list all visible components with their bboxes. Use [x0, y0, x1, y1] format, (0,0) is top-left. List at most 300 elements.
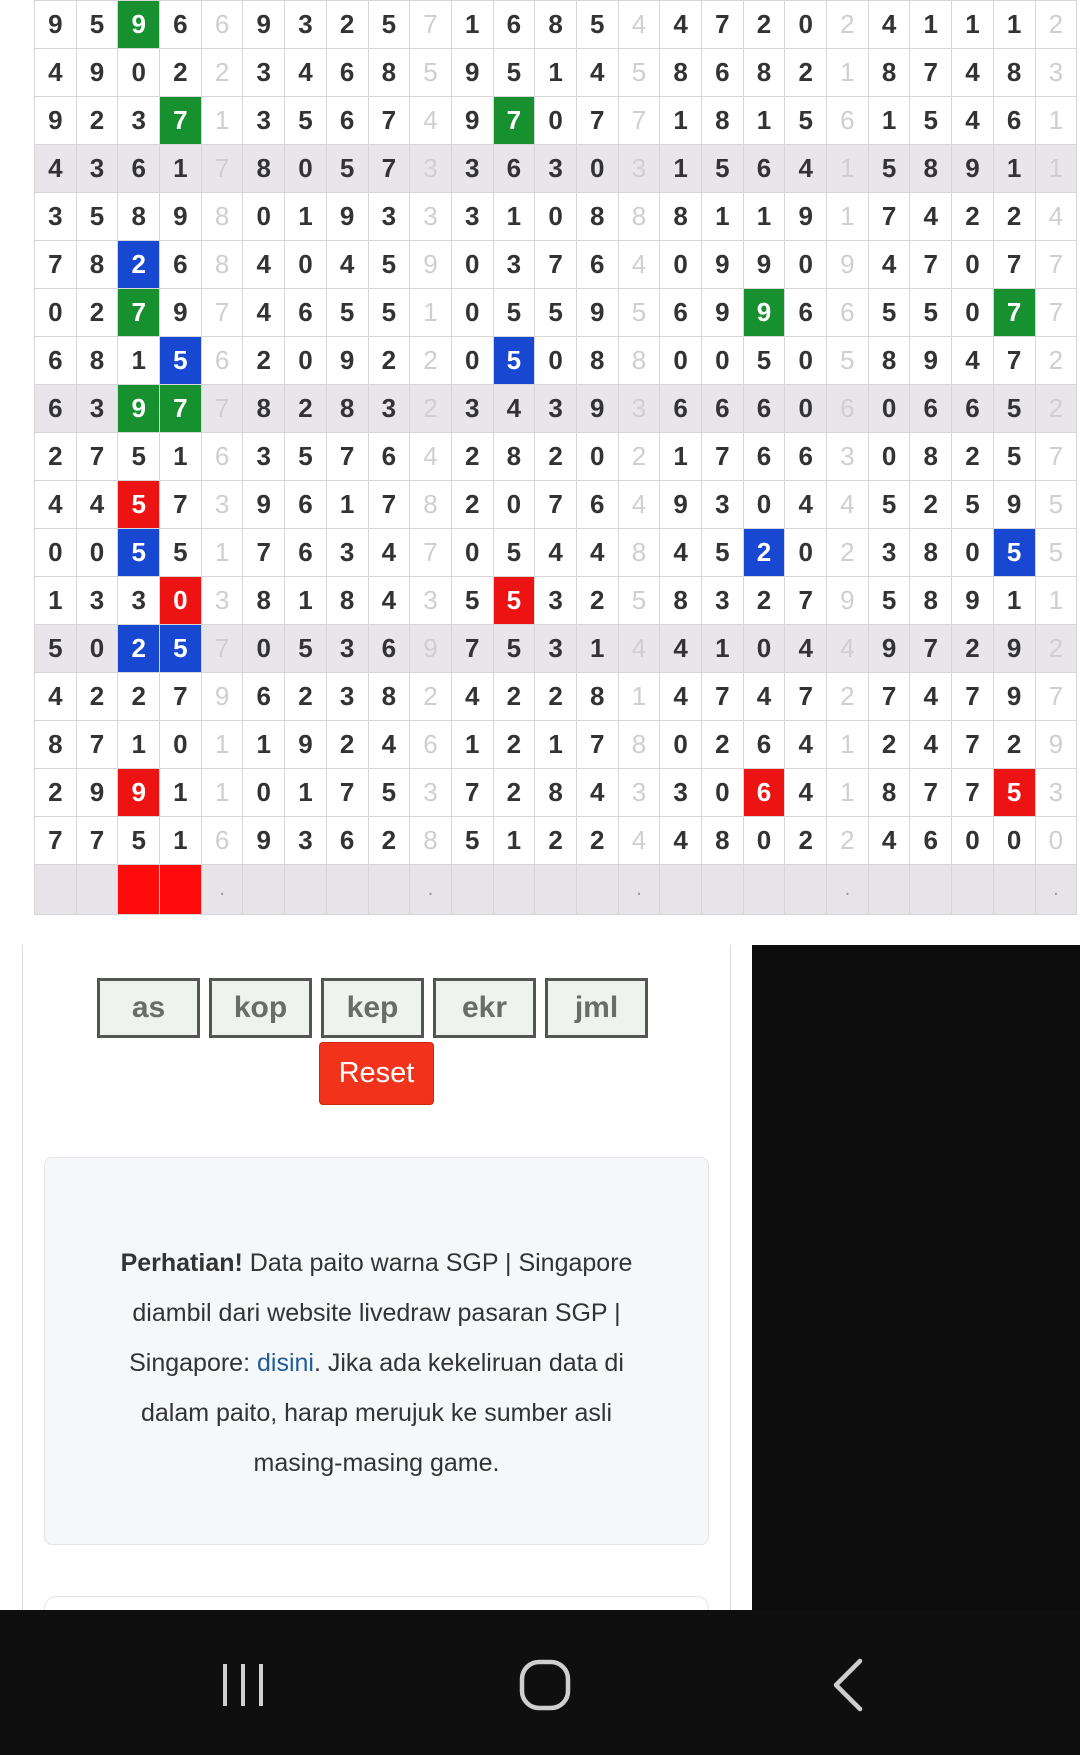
paito-cell: 5 — [868, 145, 910, 193]
paito-cell: 9 — [576, 385, 618, 433]
paito-cell: 4 — [952, 337, 994, 385]
paito-cell: 3 — [702, 577, 744, 625]
paito-cell: 7 — [910, 241, 952, 289]
paito-cell: 6 — [326, 97, 368, 145]
paito-cell: 0 — [451, 529, 493, 577]
paito-cell: 2 — [118, 625, 160, 673]
paito-cell: 0 — [160, 577, 202, 625]
paito-cell: 9 — [35, 97, 77, 145]
paito-separator-cell: 4 — [1035, 193, 1077, 241]
paito-cell: 4 — [35, 145, 77, 193]
paito-cell: 4 — [952, 49, 994, 97]
paito-cell: 6 — [660, 385, 702, 433]
paito-cell: 9 — [76, 769, 118, 817]
paito-separator-cell: 4 — [410, 433, 452, 481]
paito-cell: 5 — [868, 577, 910, 625]
paito-separator-cell: 1 — [1035, 145, 1077, 193]
paito-cell: 8 — [910, 433, 952, 481]
paito-cell: 2 — [35, 433, 77, 481]
paito-footer-cell — [535, 865, 577, 915]
paito-cell: 3 — [535, 145, 577, 193]
paito-cell: 2 — [326, 721, 368, 769]
paito-cell: 5 — [118, 529, 160, 577]
paito-cell: 2 — [76, 97, 118, 145]
paito-cell: 1 — [702, 625, 744, 673]
paito-cell: 7 — [868, 193, 910, 241]
paito-cell: 8 — [243, 385, 285, 433]
paito-footer-cell — [451, 865, 493, 915]
home-icon — [517, 1657, 573, 1713]
paito-cell: 5 — [493, 529, 535, 577]
paito-cell: 1 — [160, 817, 202, 865]
paito-cell: 8 — [743, 49, 785, 97]
paito-row — [35, 289, 1077, 337]
paito-cell: 8 — [368, 49, 410, 97]
paito-cell: 2 — [785, 817, 827, 865]
paito-cell: 4 — [76, 481, 118, 529]
recent-apps-button[interactable] — [198, 1650, 288, 1720]
paito-cell: 7 — [702, 433, 744, 481]
paito-separator-cell: 8 — [410, 481, 452, 529]
filter-jml-button[interactable]: jml — [545, 978, 648, 1038]
paito-cell: 5 — [118, 481, 160, 529]
paito-cell: 7 — [368, 145, 410, 193]
paito-cell: 4 — [660, 817, 702, 865]
paito-cell: 1 — [451, 1, 493, 49]
paito-cell: 2 — [243, 337, 285, 385]
paito-cell: 3 — [285, 1, 327, 49]
paito-separator-cell: 7 — [201, 385, 243, 433]
paito-footer-cell: . — [201, 865, 243, 915]
paito-footer-cell — [702, 865, 744, 915]
paito-cell: 2 — [368, 337, 410, 385]
paito-cell: 9 — [118, 1, 160, 49]
paito-cell: 7 — [160, 673, 202, 721]
paito-cell: 9 — [576, 289, 618, 337]
paito-cell: 3 — [326, 529, 368, 577]
paito-cell: 2 — [118, 673, 160, 721]
home-button[interactable] — [500, 1650, 590, 1720]
paito-separator-cell: 7 — [1035, 673, 1077, 721]
paito-cell: 7 — [493, 97, 535, 145]
paito-cell: 0 — [952, 241, 994, 289]
paito-cell: 2 — [576, 817, 618, 865]
paito-cell: 0 — [285, 241, 327, 289]
paito-cell: 1 — [285, 769, 327, 817]
paito-cell: 5 — [368, 1, 410, 49]
paito-cell: 4 — [368, 721, 410, 769]
paito-cell: 0 — [243, 625, 285, 673]
paito-cell: 7 — [993, 241, 1035, 289]
paito-cell: 2 — [535, 673, 577, 721]
paito-cell: 2 — [451, 481, 493, 529]
paito-cell: 3 — [702, 481, 744, 529]
paito-cell: 3 — [660, 769, 702, 817]
notice-text-1: Data paito warna SGP | Singapore diambil dari website livedraw pasaran SGP | Singapore: — [129, 1249, 633, 1377]
paito-cell: 0 — [35, 529, 77, 577]
paito-separator-cell: 2 — [410, 385, 452, 433]
paito-cell: 7 — [160, 385, 202, 433]
paito-cell: 8 — [368, 673, 410, 721]
paito-cell: 2 — [285, 673, 327, 721]
paito-cell: 8 — [493, 433, 535, 481]
paito-separator-cell: 1 — [201, 97, 243, 145]
paito-cell: 1 — [743, 193, 785, 241]
paito-separator-cell: 1 — [201, 721, 243, 769]
paito-separator-cell: 2 — [201, 49, 243, 97]
paito-cell: 4 — [576, 769, 618, 817]
paito-cell: 3 — [535, 385, 577, 433]
paito-cell: 0 — [535, 193, 577, 241]
paito-cell: 9 — [35, 1, 77, 49]
reset-button[interactable]: Reset — [319, 1042, 434, 1105]
paito-cell: 1 — [160, 145, 202, 193]
paito-cell: 5 — [493, 577, 535, 625]
paito-cell: 8 — [660, 49, 702, 97]
paito-separator-cell: 5 — [410, 49, 452, 97]
paito-cell: 2 — [743, 577, 785, 625]
paito-cell: 8 — [243, 145, 285, 193]
paito-cell: 2 — [743, 1, 785, 49]
paito-cell: 8 — [243, 577, 285, 625]
paito-cell: 8 — [868, 49, 910, 97]
paito-cell: 7 — [35, 817, 77, 865]
paito-cell: 3 — [368, 385, 410, 433]
paito-cell: 3 — [451, 385, 493, 433]
paito-cell: 4 — [910, 673, 952, 721]
paito-separator-cell: 5 — [618, 289, 660, 337]
recent-apps-icon — [218, 1660, 268, 1710]
paito-cell: 4 — [368, 577, 410, 625]
paito-cell: 7 — [118, 289, 160, 337]
paito-cell: 9 — [243, 481, 285, 529]
paito-cell: 0 — [785, 529, 827, 577]
paito-cell: 1 — [285, 193, 327, 241]
paito-cell: 5 — [118, 433, 160, 481]
paito-separator-cell: 1 — [827, 49, 869, 97]
paito-cell: 5 — [702, 145, 744, 193]
paito-footer-cell — [993, 865, 1035, 915]
paito-cell: 6 — [660, 289, 702, 337]
paito-cell: 1 — [702, 193, 744, 241]
paito-cell: 1 — [285, 577, 327, 625]
paito-cell: 2 — [326, 1, 368, 49]
paito-cell: 6 — [785, 289, 827, 337]
paito-cell: 5 — [160, 625, 202, 673]
paito-cell: 7 — [535, 241, 577, 289]
paito-cell: 0 — [285, 337, 327, 385]
paito-cell: 9 — [743, 241, 785, 289]
paito-cell: 9 — [910, 337, 952, 385]
paito-cell: 0 — [451, 241, 493, 289]
paito-row — [35, 481, 1077, 529]
paito-cell: 5 — [993, 769, 1035, 817]
paito-cell: 3 — [243, 97, 285, 145]
paito-cell: 5 — [993, 529, 1035, 577]
paito-cell: 2 — [76, 673, 118, 721]
paito-cell: 3 — [451, 145, 493, 193]
paito-cell: 8 — [910, 145, 952, 193]
paito-separator-cell: 3 — [1035, 769, 1077, 817]
page-border-right — [730, 945, 731, 1610]
paito-cell: 4 — [868, 1, 910, 49]
paito-cell: 2 — [952, 193, 994, 241]
paito-cell: 6 — [368, 433, 410, 481]
paito-cell: 6 — [285, 529, 327, 577]
notice-text-2: . Jika ada kekeliruan data di dalam paito, harap merujuk ke sumber asli masing-masing game. — [140, 1349, 624, 1477]
paito-cell: 6 — [576, 481, 618, 529]
paito-cell: 7 — [952, 721, 994, 769]
paito-cell: 8 — [76, 241, 118, 289]
paito-cell: 6 — [952, 385, 994, 433]
paito-cell: 8 — [910, 577, 952, 625]
paito-cell: 4 — [451, 673, 493, 721]
paito-separator-cell: 3 — [1035, 49, 1077, 97]
paito-cell: 7 — [910, 49, 952, 97]
paito-cell: 0 — [493, 481, 535, 529]
paito-row — [35, 145, 1077, 193]
paito-cell: 0 — [702, 769, 744, 817]
paito-separator-cell: 2 — [827, 1, 869, 49]
paito-cell: 7 — [576, 721, 618, 769]
paito-cell: 6 — [743, 721, 785, 769]
paito-separator-cell: 7 — [201, 145, 243, 193]
paito-separator-cell: 9 — [201, 673, 243, 721]
paito-footer-cell: . — [1035, 865, 1077, 915]
paito-separator-cell: 7 — [410, 529, 452, 577]
paito-row — [35, 49, 1077, 97]
paito-separator-cell: 1 — [618, 673, 660, 721]
paito-cell: 8 — [868, 769, 910, 817]
paito-footer-cell — [76, 865, 118, 915]
paito-cell: 0 — [785, 337, 827, 385]
paito-cell: 7 — [785, 673, 827, 721]
paito-separator-cell: 4 — [827, 625, 869, 673]
paito-cell: 4 — [660, 529, 702, 577]
paito-cell: 8 — [576, 673, 618, 721]
paito-cell: 1 — [451, 721, 493, 769]
paito-separator-cell: 7 — [410, 1, 452, 49]
paito-cell: 8 — [702, 97, 744, 145]
paito-cell: 0 — [35, 289, 77, 337]
paito-cell: 7 — [952, 673, 994, 721]
paito-row — [35, 529, 1077, 577]
paito-footer-cell: . — [827, 865, 869, 915]
paito-cell: 4 — [743, 673, 785, 721]
paito-cell: 7 — [160, 97, 202, 145]
paito-row — [35, 625, 1077, 673]
paito-separator-cell: 7 — [201, 289, 243, 337]
paito-cell: 6 — [368, 625, 410, 673]
paito-separator-cell: 2 — [827, 817, 869, 865]
paito-cell: 3 — [451, 193, 493, 241]
paito-separator-cell: 1 — [827, 769, 869, 817]
paito-cell: 5 — [160, 529, 202, 577]
paito-cell: 6 — [993, 97, 1035, 145]
paito-separator-cell: 3 — [618, 145, 660, 193]
paito-cell: 8 — [702, 817, 744, 865]
filter-kep-button[interactable]: kep — [321, 978, 424, 1038]
paito-cell: 3 — [868, 529, 910, 577]
filter-ekr-button[interactable]: ekr — [433, 978, 536, 1038]
filter-as-button[interactable]: as — [97, 978, 200, 1038]
paito-separator-cell: 4 — [410, 97, 452, 145]
paito-separator-cell: 6 — [827, 289, 869, 337]
paito-cell: 3 — [76, 145, 118, 193]
paito-footer-cell: . — [410, 865, 452, 915]
paito-cell: 4 — [576, 529, 618, 577]
paito-footer-cell — [952, 865, 994, 915]
paito-separator-cell: 8 — [618, 193, 660, 241]
paito-cell: 7 — [326, 769, 368, 817]
paito-cell: 1 — [952, 1, 994, 49]
paito-cell: 2 — [993, 193, 1035, 241]
filter-kop-button[interactable]: kop — [209, 978, 312, 1038]
paito-cell: 0 — [451, 337, 493, 385]
paito-footer-cell — [493, 865, 535, 915]
paito-cell: 5 — [285, 433, 327, 481]
paito-cell: 0 — [743, 481, 785, 529]
paito-cell: 6 — [160, 241, 202, 289]
paito-row — [35, 577, 1077, 625]
paito-row — [35, 673, 1077, 721]
paito-footer-row — [35, 865, 1077, 915]
back-button[interactable] — [802, 1650, 892, 1720]
paito-cell: 7 — [702, 1, 744, 49]
paito-separator-cell: 1 — [827, 193, 869, 241]
back-icon — [822, 1657, 872, 1713]
paito-cell: 5 — [993, 385, 1035, 433]
paito-separator-cell: 4 — [618, 1, 660, 49]
paito-cell: 6 — [576, 241, 618, 289]
paito-cell: 3 — [76, 577, 118, 625]
paito-separator-cell: 7 — [201, 625, 243, 673]
paito-cell: 6 — [702, 385, 744, 433]
paito-cell: 2 — [910, 481, 952, 529]
paito-footer-cell — [326, 865, 368, 915]
paito-cell: 7 — [535, 481, 577, 529]
paito-cell: 4 — [785, 769, 827, 817]
paito-footer-cell — [285, 865, 327, 915]
paito-footer-cell — [368, 865, 410, 915]
paito-row — [35, 337, 1077, 385]
paito-cell: 4 — [660, 673, 702, 721]
paito-cell: 1 — [243, 721, 285, 769]
paito-row — [35, 433, 1077, 481]
paito-cell: 4 — [368, 529, 410, 577]
paito-cell: 0 — [576, 145, 618, 193]
paito-cell: 8 — [118, 193, 160, 241]
paito-cell: 2 — [535, 433, 577, 481]
paito-cell: 5 — [493, 337, 535, 385]
paito-separator-cell: 8 — [618, 529, 660, 577]
paito-cell: 7 — [576, 97, 618, 145]
paito-cell: 9 — [243, 817, 285, 865]
paito-cell: 7 — [76, 721, 118, 769]
paito-row — [35, 97, 1077, 145]
paito-cell: 0 — [785, 385, 827, 433]
paito-cell: 1 — [660, 97, 702, 145]
paito-footer-cell — [785, 865, 827, 915]
paito-cell: 9 — [243, 1, 285, 49]
paito-footer-cell — [743, 865, 785, 915]
paito-separator-cell: 4 — [618, 481, 660, 529]
page-border-left — [22, 945, 23, 1610]
paito-cell: 5 — [451, 577, 493, 625]
paito-cell: 1 — [326, 481, 368, 529]
paito-cell: 8 — [326, 385, 368, 433]
paito-cell: 8 — [910, 529, 952, 577]
paito-cell: 4 — [910, 721, 952, 769]
paito-separator-cell: 6 — [201, 337, 243, 385]
paito-cell: 8 — [576, 193, 618, 241]
paito-cell: 0 — [993, 817, 1035, 865]
paito-cell: 6 — [785, 433, 827, 481]
paito-cell: 0 — [952, 289, 994, 337]
paito-cell: 7 — [868, 673, 910, 721]
paito-cell: 6 — [326, 49, 368, 97]
paito-cell: 3 — [285, 817, 327, 865]
paito-cell: 1 — [535, 49, 577, 97]
notice-source-link[interactable]: disini — [256, 1349, 314, 1377]
paito-cell: 3 — [368, 193, 410, 241]
paito-cell: 2 — [868, 721, 910, 769]
paito-separator-cell: 3 — [827, 433, 869, 481]
paito-cell: 9 — [743, 289, 785, 337]
paito-separator-cell: 4 — [618, 817, 660, 865]
paito-cell: 7 — [160, 481, 202, 529]
paito-cell: 6 — [326, 817, 368, 865]
paito-separator-cell: 7 — [1035, 289, 1077, 337]
paito-cell: 0 — [952, 817, 994, 865]
paito-cell: 5 — [368, 241, 410, 289]
paito-cell: 4 — [660, 625, 702, 673]
paito-cell: 5 — [160, 337, 202, 385]
paito-cell: 5 — [285, 625, 327, 673]
paito-cell: 7 — [910, 625, 952, 673]
paito-footer-cell — [35, 865, 77, 915]
paito-cell: 2 — [952, 625, 994, 673]
paito-cell: 0 — [451, 289, 493, 337]
paito-cell: 7 — [35, 241, 77, 289]
paito-row — [35, 1, 1077, 49]
paito-separator-cell: 4 — [618, 241, 660, 289]
paito-cell: 8 — [993, 49, 1035, 97]
paito-cell: 2 — [535, 817, 577, 865]
paito-cell: 5 — [743, 337, 785, 385]
paito-cell: 6 — [743, 769, 785, 817]
paito-cell: 9 — [285, 721, 327, 769]
paito-cell: 7 — [702, 673, 744, 721]
paito-cell: 2 — [702, 721, 744, 769]
filter-button-group — [97, 978, 648, 1038]
paito-cell: 5 — [993, 433, 1035, 481]
paito-separator-cell: 2 — [1035, 337, 1077, 385]
paito-cell: 5 — [326, 289, 368, 337]
paito-separator-cell: 2 — [410, 337, 452, 385]
paito-cell: 9 — [326, 193, 368, 241]
paito-cell: 5 — [326, 145, 368, 193]
paito-separator-cell: 8 — [201, 241, 243, 289]
paito-separator-cell: 3 — [410, 193, 452, 241]
paito-cell: 7 — [76, 433, 118, 481]
paito-cell: 0 — [743, 817, 785, 865]
paito-cell: 1 — [118, 721, 160, 769]
paito-cell: 5 — [451, 817, 493, 865]
paito-cell: 7 — [993, 289, 1035, 337]
paito-cell: 5 — [910, 97, 952, 145]
paito-separator-cell: 2 — [1035, 385, 1077, 433]
